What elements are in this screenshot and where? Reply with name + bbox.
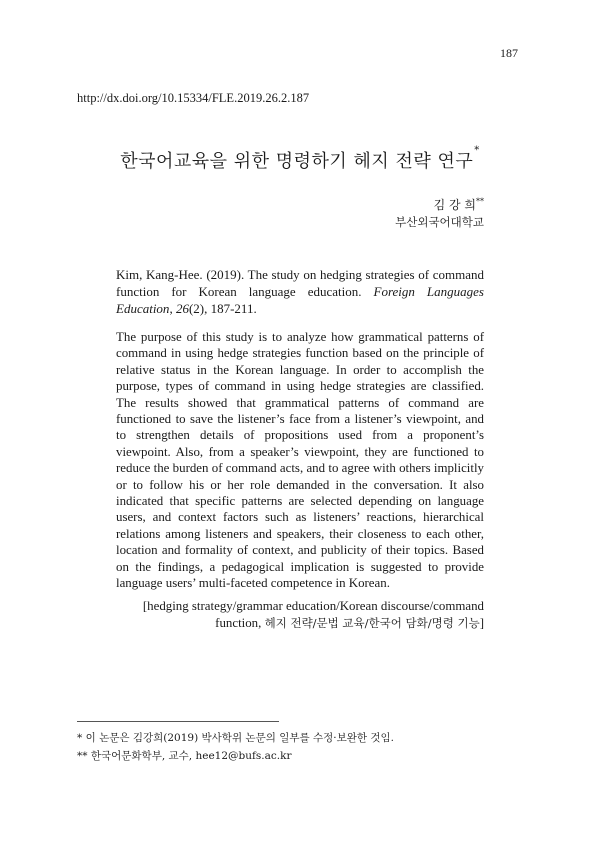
- citation-journal: Foreign Languages Education: [116, 284, 484, 316]
- keywords-korean: 헤지 전략/문법 교육/한국어 담화/명령 기능: [264, 616, 480, 630]
- keywords-open: [: [142, 599, 148, 613]
- doi-link[interactable]: http://dx.doi.org/10.15334/FLE.2019.26.2.187: [77, 91, 310, 105]
- citation: [116, 266, 484, 317]
- title-footnote-mark: *: [474, 145, 480, 156]
- citation-issue-pages: (2), 187-211.: [188, 301, 257, 316]
- citation-lead: Kim, Kang-Hee. (2019). The study on hedging strategies of command function for Korean language education.: [116, 267, 484, 299]
- author-footnote-mark: **: [476, 197, 484, 206]
- abstract: The purpose of this study is to analyze how grammatical patterns of command in using hedge strategies function based on the principle of relative status in the Korean language. In order to accomplish the purpose, types of command in using hedge strategies are classified. The results showed that grammatical patterns of command are functioned to save the listener’s face from a listener’s viewpoint, and to strengthen details of propositions used from a proponent’s viewpoint. Also, from a speaker’s viewpoint, they are functioned to reduce the burden of command acts, and to agree with others implicitly or to follow his or her role demanded in the conversation. It also indicated that specific patterns are selected depending on language users, and context factors such as listeners’ reactions, hierarchical relations among listeners and speakers, their closeness to each other, location and formality of context, and publicity of their topics. Based on the findings, a pedagogical implication is suggested to provide language users’ multi-faceted competence in Korean.: [116, 330, 484, 591]
- keywords-close: ]: [479, 616, 484, 630]
- footnote-1: * 이 논문은 김강희(2019) 박사학위 논문의 일부를 수정·보완한 것임.: [77, 732, 394, 744]
- author-affiliation: 부산외국어대학교: [395, 215, 484, 229]
- author-name: [434, 196, 484, 213]
- author-name-text: 김 강 희: [433, 198, 476, 212]
- citation-sep: ,: [169, 301, 176, 316]
- title-text: 한국어교육을 위한 명령하기 헤지 전략 연구: [120, 151, 474, 172]
- footnote-divider: [77, 721, 279, 722]
- keywords-english: hedging strategy/grammar education/Korean discourse/command function,: [147, 599, 484, 630]
- citation-volume: 26: [175, 301, 189, 316]
- page-number: 187: [500, 46, 518, 60]
- keywords: [116, 598, 484, 632]
- footnote-2: ** 한국어문화학부, 교수, hee12@bufs.ac.kr: [77, 750, 292, 762]
- paper-title: [0, 147, 600, 173]
